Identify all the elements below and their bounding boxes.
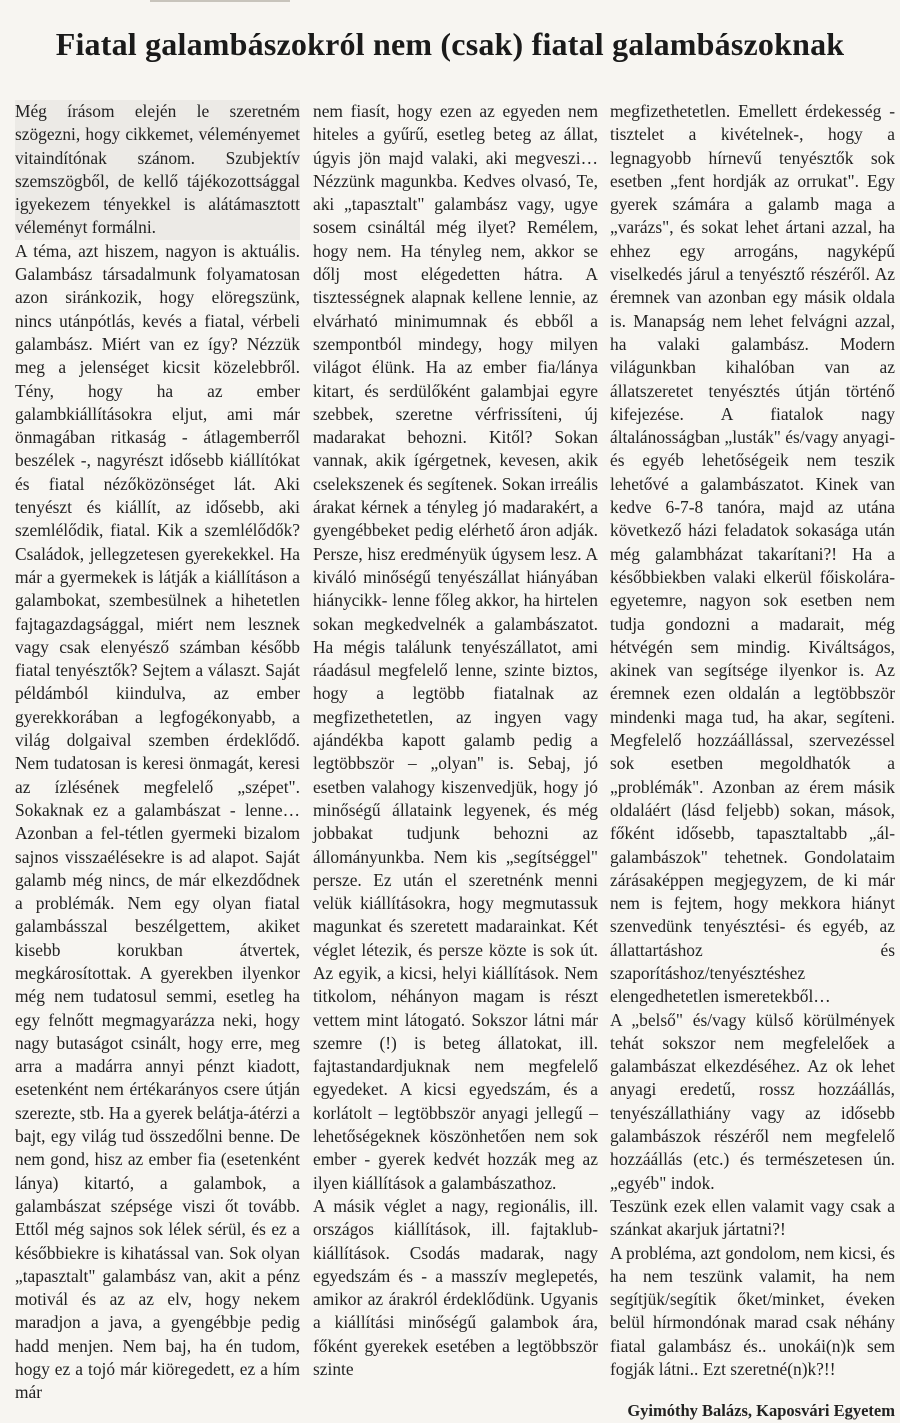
body-paragraph: nem fiasít, hogy ezen az egyeden nem hiteles a gyűrű, esetleg beteg az állat, úgyis jön majd valaki, aki megveszi… Nézzünk magunkba. Kedves olvasó, Te, aki „tapasztalt" galambász vagy, ugye sosem csináltál még ilyet? Remélem, hogy nem. Ha tényleg nem, akkor se dőlj most elégedetten hátra. A tisztességnek alapnak kellene lennie, az elvárható minimumnak és ebből a szempontból mindegy, hogy milyen világot élünk. Ha az ember fia/lánya kitart, és serdülőként galambjai egyre szebbek, szeretne vérfrissíteni, új madarakat behozni. Kitől? Sokan vannak, akik ígérgetnek, kevesen, akik cselekszenek és segítenek. Sokan irreális árakat kérnek a tényleg jó madarakért, a gyengébbeket pedig elérhető áron adják. Persze, hisz eredményük úgysem lesz. A kiváló minőségű tenyészállat hiányában hiánycikk- lenne főleg akkor, ha hirtelen sokan megkedvelnék a galambászatot. Ha mégis találunk tenyészállatot, ami ráadásul megfelelő lenne, szinte biztos, hogy a legtöbb fiatalnak az megfizethetetlen, az ingyen vagy ajándékba kapott galamb pedig a legtöbbször – „olyan" is. Sebaj, jó esetben valahogy kiszenvedjük, hogy jó minőségű állataink legyenek, és még jobbakat tudjunk behozni az állományunkba. Nem kis „segítséggel" persze. Ez után el szeretnénk menni velük kiállításokra, hogy megmutassuk magunkat és szeretett madarainkat. Két véglet létezik, és persze közte is sok út. Az egyik, a kicsi, helyi kiállítások. Nem titkolom, néhányon magam is részt vettem mint látogató. Sokszor látni már szemre (!) is beteg állatokat, ill. fajtastandardjuknak nem megfelelő egyedeket. A kicsi egyedszám, és a korlátolt – legtöbbször anyagi jellegű – lehetőségeknek köszönhetően nem sok ember - gyerek kedvét hozzák meg az ilyen kiállítások a galambászathoz. [313,101,598,1193]
body-paragraph: A másik véglet a nagy, regionális, ill. országos kiállítások, ill. fajtaklub-kiállítások. Csodás madarak, nagy egyedszám és - a masszív meglepetés, amikor az árakról érdeklődünk. Ugyanis a kiállítási minőségű galambok ára, főként gyerekek esetében a legtöbbször szinte [313,1195,598,1380]
intro-paragraph: Még írásom elején le szeretném szögezni, hogy cikkemet, véleményemet vitaindítónak szánom. Szubjektív szemszögből, de kellő tájékozottsággal igyekezem tényekkel is alátámasztott véleményt formálni. [15,100,300,240]
body-paragraph: megfizethetetlen. Emellett érdekesség - tisztelet a kivételnek-, hogy a legnagyobb hírnevű tenyésztők sok esetben „fent hordják az orrukat". Egy gyerek számára a galamb maga a „varázs", és sokat lehet ártani azzal, ha ehhez egy arrogáns, nagyképű viselkedés járul a tenyésztő részéről. Az éremnek van azonban egy másik oldala is. Manapság nem lehet felvágni azzal, ha valaki galambász. Modern világunkban kihalóban van az állatszeretet tenyésztés útján történő kifejezése. A fiatalok nagy általánosságban „lusták" és/vagy anyagi- és egyéb lehetőségeik nem teszik lehetővé a galambászatot. Kinek van kedve 6-7-8 tanóra, majd az utána következő házi feladatok sokasága után még galambházat takarítani?! Ha a későbbiekben valaki elkerül főiskolára-egyetemre, nagyon sok esetben nem tudja gondozni a madarait, még hétvégén sem mindig. Kiváltságos, akinek van segítsége ilyenkor is. Az éremnek ezen oldalán a legtöbbször mindenki maga tud, ha akar, segíteni. Megfelelő hozzáállással, szervezéssel sok esetben megoldhatók a „problémák". Azonban az érem másik oldaláért (lásd feljebb) sokan, mások, főként idősebb, tapasztaltabb „ál-galambászok" tehetnek. Gondolataim zárásaképpen megjegyzem, de ki már nem is fejtem, hogy mekkora hiányt szenvedünk tenyésztési- és egyéb, az állattartáshoz és szaporításhoz/tenyésztéshez elengedhetetlen ismeretekből… [610,101,895,1007]
body-paragraph: A téma, azt hiszem, nagyon is aktuális. Galambász társadalmunk folyamatosan azon siránkozik, hogy elöregszünk, nincs utánpótlás, kevés a fiatal, vérbeli galambász. Miért van ez így? Nézzük meg a jelenséget kicsit közelebbről. Tény, hogy ha az ember galambkiállításokra eljut, ami már önmagában ritkaság - átlagemberről beszélek -, nagyrészt idősebb kiállítókat és fiatal nézőközönséget lát. Aki tenyészt és kiállít, az idősebb, aki szemlélődik, fiatal. Kik a szemlélődők? Családok, jellegzetesen gyerekekkel. Ha már a gyermekek is látják a kiállításon a galambokat, szembesülnek a hihetetlen fajtagazdagsággal, miért nem lesznek vagy csak elenyésző számban később fiatal tenyésztők? Sejtem a választ. Saját példámból kiindulva, az ember gyerekkorában a legfogékonyabb, a világ dolgaival szemben érdeklődő. Nem tudatosan is keresi önmagát, keresi az ízlésének megfelelő „szépet". Sokaknak ez a galambászat - lenne… Azonban a fel-tétlen gyermeki bizalom sajnos visszaélésekre is ad alapot. Saját galamb még nincs, de már elkezdődnek a problémák. Nem egy olyan fiatal galambásszal beszélgettem, akiket kisebb korukban átvertek, megkárosítottak. A gyerekben ilyenkor még nem tudatosul semmi, esetleg ha egy felnőtt megmagyarázza neki, hogy nagy butaságot csinált, hogy erre, meg arra a madárra annyi pénzt kiadott, esetenként nem értékarányos csere útján szerezte, stb. Ha a gyerek belátja-átérzi a bajt, egy világ tud összedőlni benne. De nem gond, hisz az ember fia (esetenként lánya) kitartó, a galambok, a galambászat szépsége viszi őt tovább. Ettől még sajnos sok lélek sérül, és ez a későbbiekre is kihatással van. Sok olyan „tapasztalt" galambász van, akit a pénz motivál és az az elv, hogy nekem maradjon a java, a gyengébbje pedig hadd menjen. Nem baj, ha én tudom, hogy ez a tojó már kiöregedett, ez a hím már [15,240,300,1403]
body-paragraph: A probléma, azt gondolom, nem kicsi, és ha nem teszünk valamit, ha nem segítjük/segítik őket/minket, éveken belül hírmondónak marad csak néhány fiatal galambász és.. unokái(n)k sem fogják látni.. Ezt szeretné(n)k?!! [610,1242,895,1380]
article-body [15,100,895,1421]
body-paragraph: Teszünk ezek ellen valamit vagy csak a szánkat akarjuk jártatni?! [610,1195,895,1240]
text-column-2 [313,100,598,1380]
text-column-3 [610,100,895,1421]
article-title: Fiatal galambászokról nem (csak) fiatal galambászoknak [55,26,845,62]
text-column-1 [15,100,300,1403]
top-edge-line [150,0,290,8]
author-signature: Gyimóthy Balázs, Kaposvári Egyetem [627,1401,895,1421]
body-paragraph: A „belső" és/vagy külső körülmények tehát sokszor nem megfelelőek a galambászat elkezdéséhez. Az ok lehet anyagi eredetű, rossz hozzáállás, tenyészállathiány vagy az idősebb galambászok részéről nem megfelelő hozzáállás (etc.) és természetesen ún. „egyéb" indok. [610,1009,895,1193]
